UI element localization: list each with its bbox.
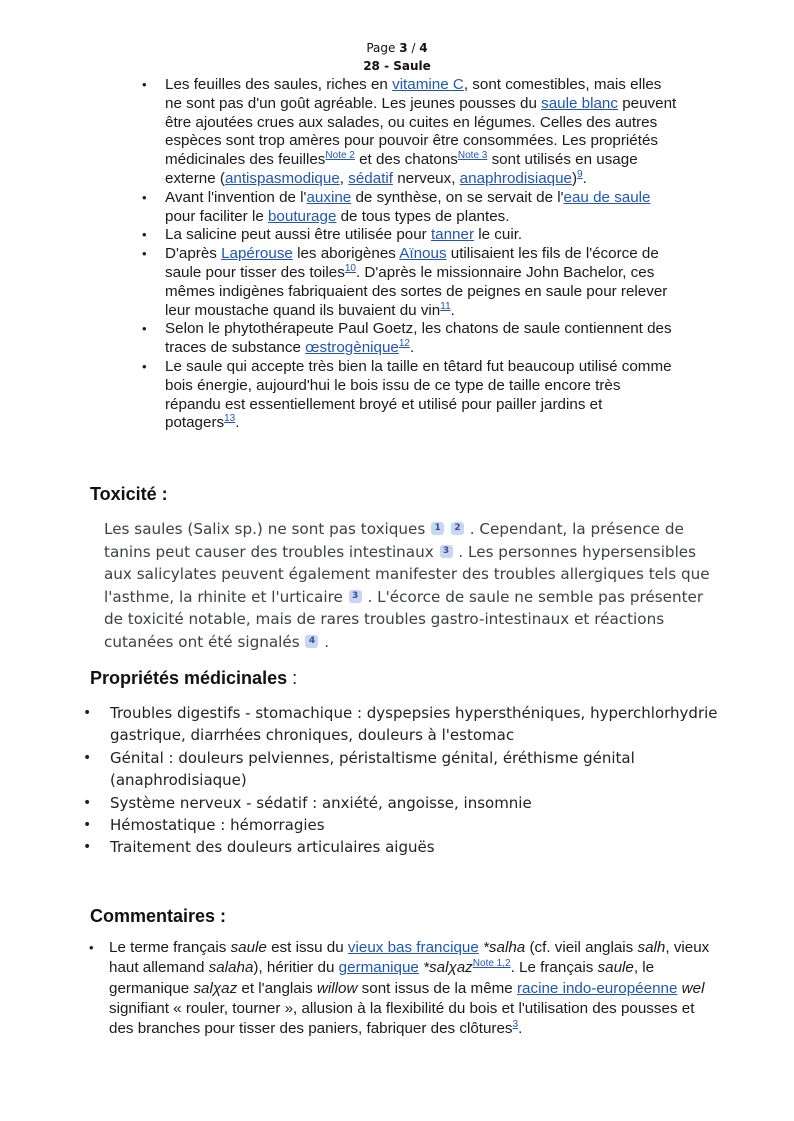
reference-link[interactable]: 9 (577, 168, 583, 180)
reference-link[interactable]: 3 (512, 1019, 519, 1031)
reference-link[interactable]: 13 (224, 413, 236, 425)
page-current: 3 (399, 41, 408, 55)
link-sedatif[interactable]: sédatif (348, 169, 393, 187)
text: . D'après le missionnaire John Bachelor, ces mêmes indigènes fabriquaient des sortes de peignes en saule pour relever leur moustache quand ils buvaient du vin (165, 263, 668, 319)
term: wel (681, 979, 705, 997)
text: , (339, 169, 349, 187)
text: Le saule qui accepte très bien la taille en têtard fut beaucoup utilisé comme bois énergie, aujourd'hui le bois issu de ce type de taille encore très répandu est essentiellement broyé et utilisé pour pailler jardins et potagers (165, 357, 672, 432)
link-tanner[interactable]: tanner (430, 226, 475, 244)
list-item: • Troubles digestifs - stomachique : dyspepsies hypersthéniques, hyperchlorhydrie gastrique, diarrhées chroniques, douleurs à l'estomac (82, 702, 722, 747)
text: de synthèse, on se servait de l' (351, 188, 564, 206)
link-bouturage[interactable]: bouturage (267, 207, 337, 225)
properties-colon: : (287, 668, 298, 688)
text: Les saules (Salix sp.) ne sont pas toxiques (104, 520, 431, 538)
text: . (235, 414, 240, 432)
term: willow (316, 979, 358, 997)
note-link[interactable]: Note 1,2 (472, 958, 511, 970)
text: sont utilisés en usage externe ( (165, 151, 638, 187)
list-item (88, 938, 713, 1039)
text: Avant l'invention de l' (165, 188, 307, 206)
reference-link[interactable]: 12 (398, 338, 410, 350)
text: La salicine peut aussi être utilisée pour (165, 226, 431, 244)
link-auxine[interactable]: auxine (306, 188, 352, 206)
list-item (140, 320, 680, 358)
list-item: • Traitement des douleurs articulaires aiguës (82, 836, 722, 858)
page-total: 4 (419, 41, 428, 55)
text: Selon le phytothérapeute Paul Goetz, les chatons de saule contiennent des traces de substance (165, 320, 672, 357)
term: saule (597, 959, 634, 977)
note-link[interactable]: Note 2 (325, 150, 355, 162)
link-saule-blanc[interactable]: saule blanc (541, 94, 618, 112)
term: salh (637, 939, 666, 956)
comments-heading: Commentaires : (90, 906, 227, 926)
link-eau-de-saule[interactable]: eau de saule (563, 188, 651, 206)
text: . (518, 1020, 523, 1038)
citation-badge[interactable]: 3 (440, 545, 453, 558)
text: . (582, 169, 587, 187)
text: , le germanique (109, 959, 655, 997)
text: . Cependant, la présence de tanins peut causer des troubles intestinaux (104, 520, 684, 561)
text: est issu du (266, 939, 348, 956)
toxicity-paragraph (104, 518, 718, 654)
note-link[interactable]: Note 3 (457, 150, 488, 162)
text: utilisaient les fils de l'écorce de saule pour tisser des toiles (165, 245, 659, 281)
link-ainous[interactable]: Aïnous (399, 245, 447, 263)
citation-badge[interactable]: 1 (431, 522, 444, 535)
text: ), héritier du (253, 959, 339, 977)
citation-badge[interactable]: 3 (349, 590, 362, 603)
term: salaha (208, 959, 254, 977)
link-anaphrodisiaque[interactable]: anaphrodisiaque (459, 169, 572, 187)
page-prefix: Page (366, 41, 400, 55)
citation-badge[interactable]: 4 (305, 635, 318, 648)
text: (cf. vieil anglais (525, 939, 638, 956)
term: salχaz (193, 979, 238, 997)
link-laperouse[interactable]: Lapérouse (221, 245, 293, 263)
link-oestrogenique[interactable]: œstrogènique (305, 339, 399, 357)
text: . (319, 632, 330, 651)
properties-heading (90, 668, 297, 689)
text: . (410, 339, 415, 357)
text: signifiant « rouler, tourner », allusion à la flexibilité du bois et l'utilisation des pousses et des branches pour tisser des paniers, fabriquer des clôtures (109, 999, 695, 1038)
text: Les feuilles des saules, riches en (165, 76, 393, 93)
text: sont issus de la même (357, 979, 517, 997)
text: les aborigènes (292, 245, 400, 263)
link-vitamine-c[interactable]: vitamine C (392, 76, 464, 93)
citation-badge[interactable]: 2 (451, 522, 464, 535)
text: D'après (165, 245, 222, 263)
document-title: 28 - Saule (363, 59, 431, 73)
text: nerveux, (392, 169, 460, 187)
toxicity-heading: Toxicité : (90, 484, 168, 504)
page-number (0, 39, 794, 57)
properties-list (82, 702, 722, 859)
text: , vieux haut allemand (109, 939, 710, 977)
list-item: • Hémostatique : hémorragies (82, 814, 722, 836)
comments-list (88, 938, 713, 1039)
list-item (140, 76, 680, 189)
list-item: • Génital : douleurs pelviennes, péristaltisme génital, éréthisme génital (anaphrodisiaque) (82, 747, 722, 792)
link-germanique[interactable]: germanique (338, 959, 419, 977)
reference-link[interactable]: 10 (344, 262, 356, 274)
link-antispasmodique[interactable]: antispasmodique (224, 169, 340, 187)
link-racine-indo-europeenne[interactable]: racine indo-européenne (516, 979, 678, 997)
page-separator: / (407, 41, 420, 55)
page-header (0, 39, 794, 75)
text: Le terme français (109, 939, 231, 956)
term: *salha (483, 939, 526, 956)
text: ) (571, 169, 578, 187)
uses-list (140, 76, 680, 433)
text: et des chatons (354, 151, 458, 169)
text: , sont comestibles, mais elles ne sont pas d'un goût agréable. Les jeunes pousses du (165, 76, 662, 112)
text: . Les personnes hypersensibles aux salicylates peuvent également manifester des troubles allergiques tels que l'asthme, la rhinite et l'urticaire (104, 542, 710, 606)
text: de tous types de plantes. (336, 207, 510, 225)
link-vieux-bas-francique[interactable]: vieux bas francique (347, 939, 479, 956)
list-item (140, 226, 680, 245)
properties-title: Propriétés médicinales (90, 668, 288, 688)
text: et l'anglais (237, 979, 317, 997)
list-item: • Système nerveux - sédatif : anxiété, angoisse, insomnie (82, 792, 722, 814)
text: . Le français (510, 959, 598, 977)
term: *salχaz (423, 959, 473, 977)
term: saule (230, 939, 267, 956)
text: pour faciliter le (165, 207, 268, 225)
text: peuvent être ajoutées crues aux salades, ou cuites en légumes. Celles des autres espèces sont trop amères pour pouvoir être consommées. Les propriétés médicinales des feuilles (165, 94, 677, 169)
text: le cuir. (474, 226, 523, 244)
list-item (140, 358, 680, 433)
text: . L'écorce de saule ne semble pas présenter de toxicité notable, mais de rares troubles gastro-intestinaux et réactions cutanées ont été signalés (104, 587, 704, 651)
list-item (140, 245, 680, 320)
list-item (140, 189, 680, 227)
reference-link[interactable]: 11 (440, 300, 451, 312)
text: . (450, 301, 455, 319)
